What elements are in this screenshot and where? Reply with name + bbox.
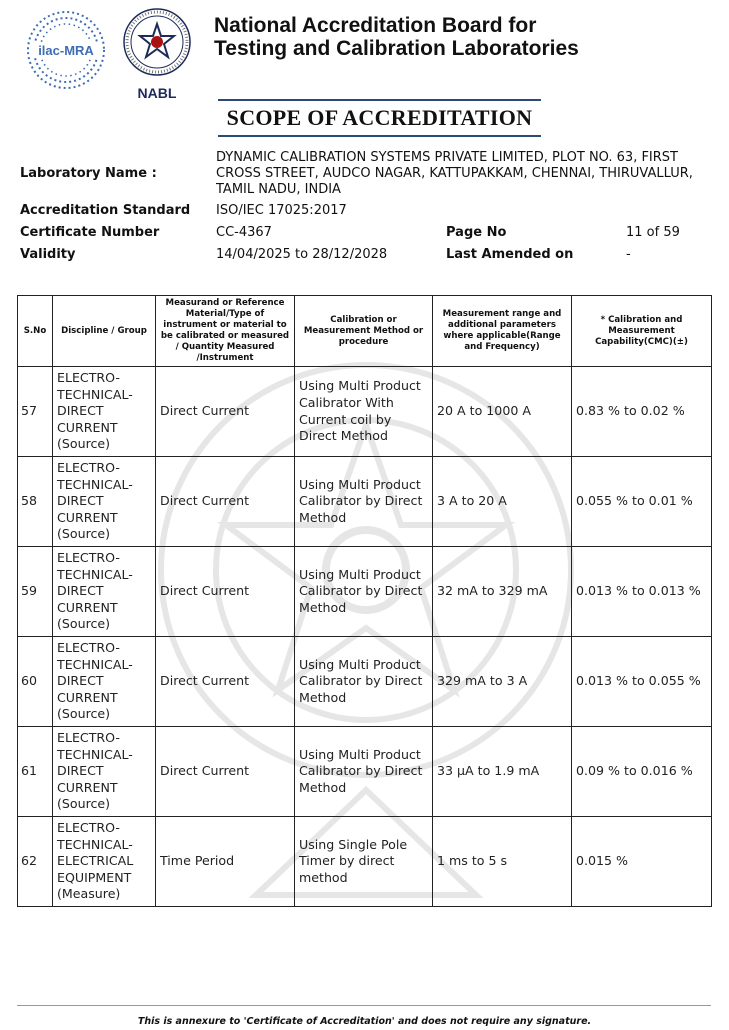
cell-measurand: Direct Current (156, 637, 295, 727)
cell-sno: 60 (18, 637, 53, 727)
standard-value: ISO/IEC 17025:2017 (216, 203, 347, 218)
cell-measurand: Direct Current (156, 457, 295, 547)
footer-note: This is annexure to 'Certificate of Accreditation' and does not require any signature. (137, 1016, 592, 1027)
certificate-label: Certificate Number (20, 225, 160, 240)
header-discipline: Discipline / Group (53, 296, 156, 367)
standard-label: Accreditation Standard (20, 203, 191, 218)
table-header-row (18, 296, 712, 367)
cell-measurand: Direct Current (156, 727, 295, 817)
table-row (18, 817, 712, 907)
organization-name-line2: Testing and Calibration Laboratories (214, 37, 579, 60)
table-row (18, 547, 712, 637)
cell-range: 20 A to 1000 A (433, 367, 572, 457)
cell-sno: 58 (18, 457, 53, 547)
nabl-logo-text: NABL (137, 85, 177, 101)
organization-name (214, 14, 614, 60)
cell-range: 1 ms to 5 s (433, 817, 572, 907)
cell-sno: 57 (18, 367, 53, 457)
header-measurand: Measurand or Reference Material/Type of instrument or material to be calibrated or measured / Quantity Measured /Instrument (156, 296, 295, 367)
cell-discipline: ELECTRO-TECHNICAL-DIRECT CURRENT (Source) (53, 727, 156, 817)
cell-range: 33 µA to 1.9 mA (433, 727, 572, 817)
header-range: Measurement range and additional parameters where applicable(Range and Frequency) (433, 296, 572, 367)
scope-table (17, 295, 712, 907)
cell-discipline: ELECTRO-TECHNICAL-DIRECT CURRENT (Source) (53, 457, 156, 547)
scope-title: SCOPE OF ACCREDITATION (218, 99, 541, 137)
last-amended-label: Last Amended on (446, 247, 574, 262)
table-row (18, 637, 712, 727)
last-amended-value: - (626, 247, 631, 262)
cell-sno: 59 (18, 547, 53, 637)
cell-sno: 61 (18, 727, 53, 817)
validity-value: 14/04/2025 to 28/12/2028 (216, 247, 388, 262)
cell-method: Using Multi Product Calibrator by Direct Method (295, 727, 433, 817)
cell-method: Using Single Pole Timer by direct method (295, 817, 433, 907)
cell-discipline: ELECTRO-TECHNICAL-DIRECT CURRENT (Source) (53, 547, 156, 637)
cell-cmc: 0.09 % to 0.016 % (572, 727, 712, 817)
table-row (18, 727, 712, 817)
cell-method: Using Multi Product Calibrator With Current coil by Direct Method (295, 367, 433, 457)
cell-measurand: Direct Current (156, 547, 295, 637)
cell-cmc: 0.055 % to 0.01 % (572, 457, 712, 547)
header-cmc: * Calibration and Measurement Capability(CMC)(±) (572, 296, 712, 367)
cell-discipline: ELECTRO-TECHNICAL-DIRECT CURRENT (Source) (53, 367, 156, 457)
page-no-label: Page No (446, 225, 507, 240)
header-sno: S.No (18, 296, 53, 367)
cell-range: 32 mA to 329 mA (433, 547, 572, 637)
cell-method: Using Multi Product Calibrator by Direct Method (295, 637, 433, 727)
lab-name-value: DYNAMIC CALIBRATION SYSTEMS PRIVATE LIMITED, PLOT NO. 63, FIRST CROSS STREET, AUDCO NAGAR, KATTUPAKKAM, CHENNAI, THIRUVALLUR, TAMIL NADU, INDIA (216, 150, 693, 197)
table-row (18, 457, 712, 547)
footer-divider (17, 1005, 711, 1006)
lab-name-label: Laboratory Name : (20, 166, 157, 181)
cell-range: 3 A to 20 A (433, 457, 572, 547)
cell-cmc: 0.013 % to 0.013 % (572, 547, 712, 637)
cell-measurand: Direct Current (156, 367, 295, 457)
cell-cmc: 0.015 % (572, 817, 712, 907)
cell-method: Using Multi Product Calibrator by Direct Method (295, 547, 433, 637)
cell-discipline: ELECTRO-TECHNICAL-ELECTRICAL EQUIPMENT (Measure) (53, 817, 156, 907)
page-no-value: 11 of 59 (626, 225, 680, 240)
cell-cmc: 0.83 % to 0.02 % (572, 367, 712, 457)
validity-label: Validity (20, 247, 76, 262)
certificate-value: CC-4367 (216, 225, 272, 240)
cell-discipline: ELECTRO-TECHNICAL-DIRECT CURRENT (Source) (53, 637, 156, 727)
cell-cmc: 0.013 % to 0.055 % (572, 637, 712, 727)
ilac-mra-logo (24, 8, 108, 92)
organization-name-line1: National Accreditation Board for (214, 14, 537, 37)
header-method: Calibration or Measurement Method or procedure (295, 296, 433, 367)
cell-method: Using Multi Product Calibrator by Direct Method (295, 457, 433, 547)
cell-sno: 62 (18, 817, 53, 907)
cell-range: 329 mA to 3 A (433, 637, 572, 727)
table-row (18, 367, 712, 457)
cell-measurand: Time Period (156, 817, 295, 907)
nabl-logo (121, 6, 193, 102)
ilac-logo-text: ilac-MRA (38, 43, 94, 58)
